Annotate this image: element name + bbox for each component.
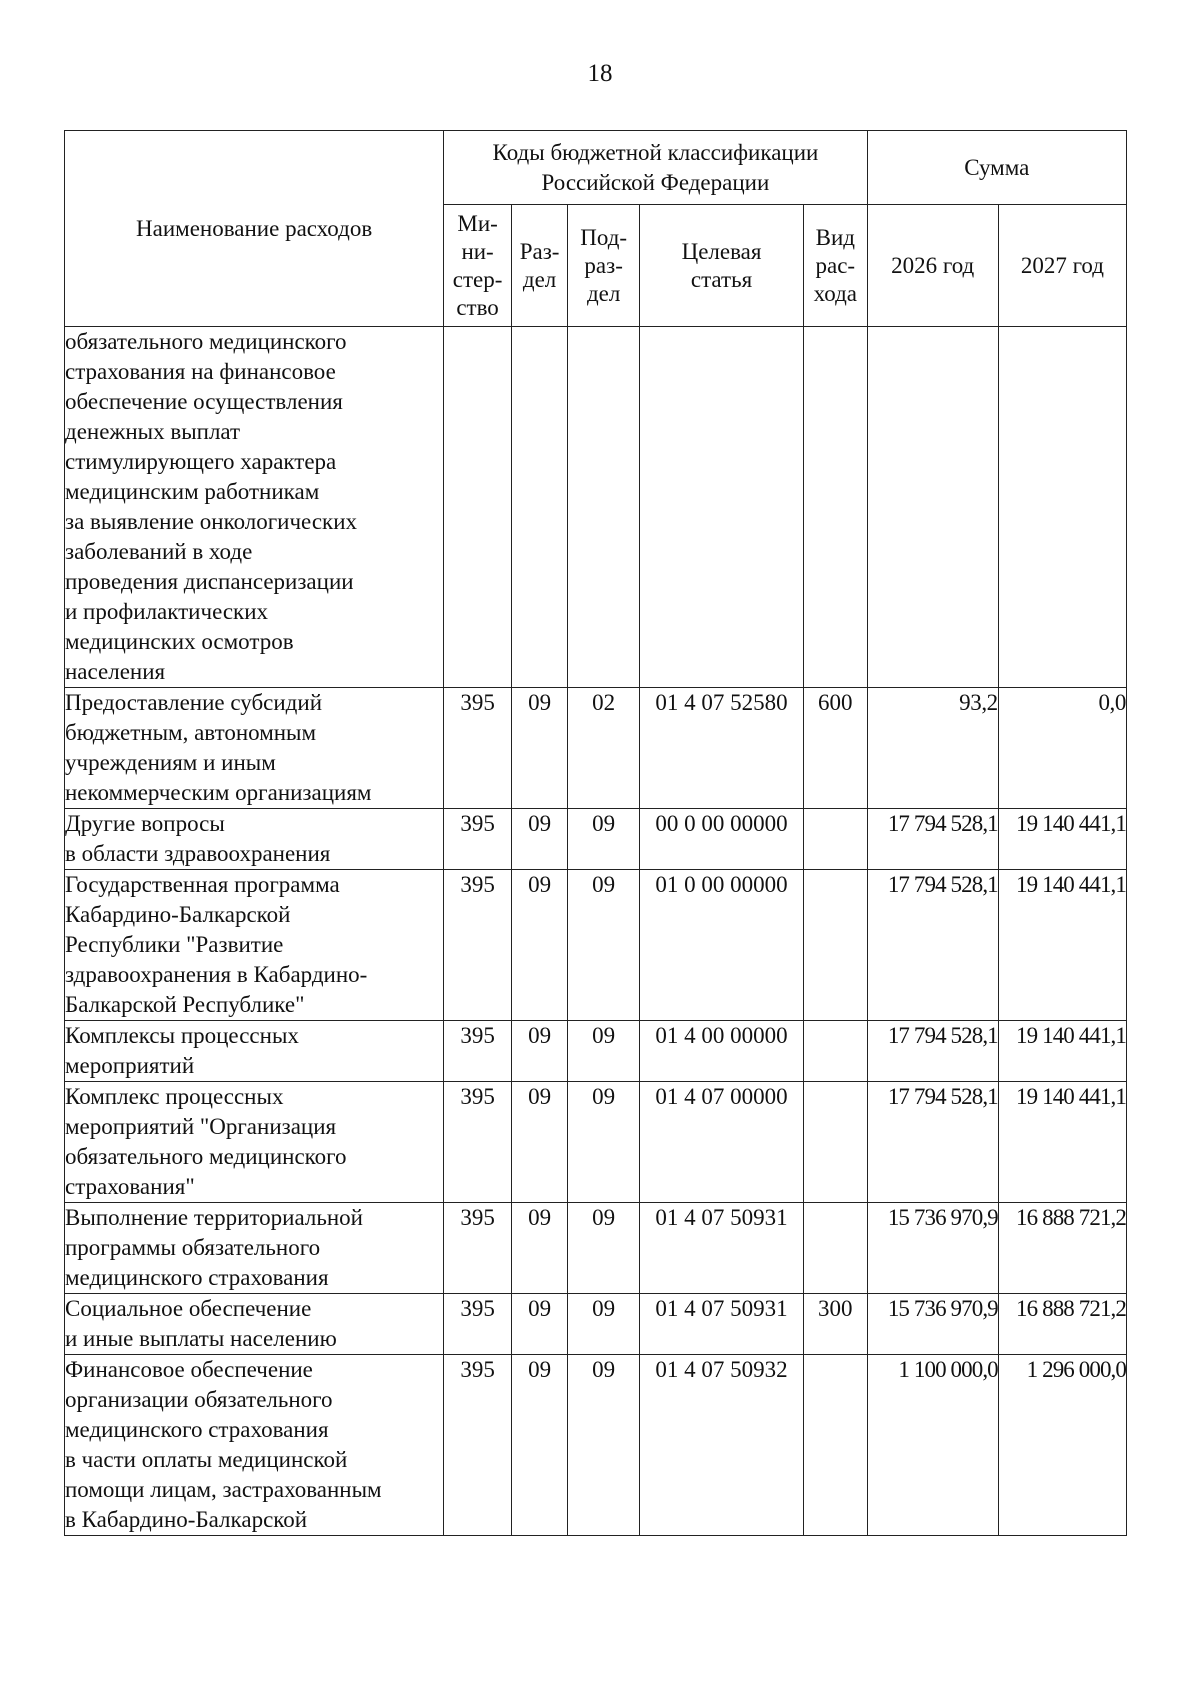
table-row — [65, 870, 1127, 1021]
row-subsection-code: 09 — [568, 1355, 640, 1536]
header-year-2027: 2027 год — [998, 205, 1126, 327]
table-row — [65, 688, 1127, 809]
row-expense-type: 600 — [804, 688, 868, 809]
row-section-code: 09 — [511, 870, 567, 1021]
row-target-article: 01 4 07 50931 — [640, 1203, 804, 1294]
row-sum-2027: 19 140 441,1 — [998, 809, 1126, 870]
row-expense-type: 300 — [804, 1294, 868, 1355]
row-target-article: 01 4 07 50931 — [640, 1294, 804, 1355]
header-expense-type: Вид рас- хода — [804, 205, 868, 327]
row-section-code: 09 — [511, 688, 567, 809]
row-sum-2026: 15 736 970,9 — [867, 1294, 998, 1355]
row-name: Государственная программа Кабардино-Балкарской Республики "Развитие здравоохранения в Кабардино- Балкарской Республике" — [65, 870, 444, 1021]
row-sum-2027 — [998, 327, 1126, 688]
row-ministry-code: 395 — [444, 1021, 512, 1082]
row-sum-2027: 19 140 441,1 — [998, 1021, 1126, 1082]
row-ministry-code: 395 — [444, 688, 512, 809]
row-expense-type — [804, 1203, 868, 1294]
header-year-2026: 2026 год — [867, 205, 998, 327]
row-name: Финансовое обеспечение организации обязательного медицинского страхования в части оплаты медицинской помощи лицам, застрахованным в Кабардино-Балкарской — [65, 1355, 444, 1536]
row-section-code: 09 — [511, 1082, 567, 1203]
row-target-article: 01 4 00 00000 — [640, 1021, 804, 1082]
row-sum-2027: 16 888 721,2 — [998, 1203, 1126, 1294]
row-sum-2027: 19 140 441,1 — [998, 1082, 1126, 1203]
row-subsection-code: 09 — [568, 809, 640, 870]
table-row — [65, 1294, 1127, 1355]
row-section-code: 09 — [511, 1021, 567, 1082]
table-row — [65, 1021, 1127, 1082]
row-ministry-code: 395 — [444, 809, 512, 870]
row-expense-type — [804, 809, 868, 870]
table-row — [65, 809, 1127, 870]
row-expense-type — [804, 1082, 868, 1203]
row-ministry-code: 395 — [444, 1294, 512, 1355]
header-name: Наименование расходов — [65, 131, 444, 327]
row-target-article: 00 0 00 00000 — [640, 809, 804, 870]
row-sum-2026: 93,2 — [867, 688, 998, 809]
row-expense-type — [804, 1355, 868, 1536]
row-name: Комплекс процессных мероприятий "Организация обязательного медицинского страхования" — [65, 1082, 444, 1203]
row-sum-2027: 1 296 000,0 — [998, 1355, 1126, 1536]
row-sum-2026: 17 794 528,1 — [867, 809, 998, 870]
row-name: Другие вопросы в области здравоохранения — [65, 809, 444, 870]
row-name: Социальное обеспечение и иные выплаты населению — [65, 1294, 444, 1355]
row-name: Выполнение территориальной программы обязательного медицинского страхования — [65, 1203, 444, 1294]
row-sum-2026: 1 100 000,0 — [867, 1355, 998, 1536]
row-target-article: 01 0 00 00000 — [640, 870, 804, 1021]
row-sum-2026 — [867, 327, 998, 688]
row-section-code: 09 — [511, 1294, 567, 1355]
row-target-article: 01 4 07 52580 — [640, 688, 804, 809]
row-ministry-code: 395 — [444, 1203, 512, 1294]
row-target-article: 01 4 07 00000 — [640, 1082, 804, 1203]
row-subsection-code: 09 — [568, 1082, 640, 1203]
row-ministry-code: 395 — [444, 870, 512, 1021]
row-name: обязательного медицинского страхования на финансовое обеспечение осуществления денежных выплат стимулирующего характера медицинским работникам за выявление онкологических заболеваний в ходе проведения диспансеризации и профилактических медицинских осмотров населения — [65, 327, 444, 688]
row-sum-2026: 17 794 528,1 — [867, 1021, 998, 1082]
row-sum-2027: 16 888 721,2 — [998, 1294, 1126, 1355]
header-target-article: Целевая статья — [640, 205, 804, 327]
row-subsection-code: 02 — [568, 688, 640, 809]
table-row — [65, 1203, 1127, 1294]
header-codes-group: Коды бюджетной классификации Российской Федерации — [444, 131, 867, 205]
header-subsection: Под- раз- дел — [568, 205, 640, 327]
table-row — [65, 327, 1127, 688]
row-sum-2026: 17 794 528,1 — [867, 870, 998, 1021]
row-name: Предоставление субсидий бюджетным, автономным учреждениям и иным некоммерческим организациям — [65, 688, 444, 809]
row-target-article: 01 4 07 50932 — [640, 1355, 804, 1536]
row-ministry-code: 395 — [444, 1355, 512, 1536]
row-expense-type — [804, 327, 868, 688]
row-section-code — [511, 327, 567, 688]
row-expense-type — [804, 1021, 868, 1082]
table-row — [65, 1355, 1127, 1536]
row-sum-2027: 19 140 441,1 — [998, 870, 1126, 1021]
row-section-code: 09 — [511, 1355, 567, 1536]
row-section-code: 09 — [511, 1203, 567, 1294]
budget-table — [64, 130, 1127, 1536]
page-number: 18 — [587, 60, 613, 87]
row-sum-2026: 15 736 970,9 — [867, 1203, 998, 1294]
header-section: Раз- дел — [511, 205, 567, 327]
table-row — [65, 1082, 1127, 1203]
row-subsection-code: 09 — [568, 870, 640, 1021]
row-sum-2027: 0,0 — [998, 688, 1126, 809]
row-ministry-code — [444, 327, 512, 688]
header-sum-group: Сумма — [867, 131, 1126, 205]
row-subsection-code — [568, 327, 640, 688]
row-subsection-code: 09 — [568, 1294, 640, 1355]
row-subsection-code: 09 — [568, 1021, 640, 1082]
row-ministry-code: 395 — [444, 1082, 512, 1203]
row-expense-type — [804, 870, 868, 1021]
header-ministry: Ми- ни- стер- ство — [444, 205, 512, 327]
row-sum-2026: 17 794 528,1 — [867, 1082, 998, 1203]
row-section-code: 09 — [511, 809, 567, 870]
row-subsection-code: 09 — [568, 1203, 640, 1294]
row-target-article — [640, 327, 804, 688]
row-name: Комплексы процессных мероприятий — [65, 1021, 444, 1082]
